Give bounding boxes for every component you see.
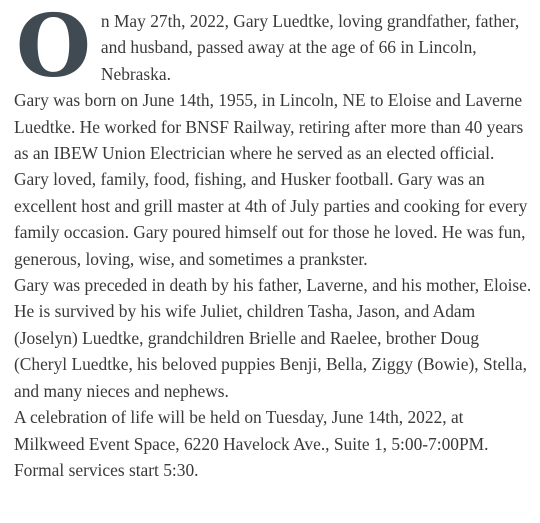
personality-paragraph: Gary loved, family, food, fishing, and Husker football. Gary was an excellent host and grill master at 4th of July parties and cooking for every family occasion. Gary poured himself out for those he loved. He was fun, generous, loving, wise, and sometimes a prankster. [14,169,528,269]
intro-paragraph [14,0,536,97]
biography-paragraph: Gary was born on June 14th, 1955, in Lincoln, NE to Eloise and Laverne Luedtke. He worked for BNSF Railway, retiring after more than 40 years as an IBEW Union Electrician where he served as an elected official. [14,90,524,164]
cutoff-next-line [40,516,100,519]
service-details-paragraph: A celebration of life will be held on Tuesday, June 14th, 2022, at Milkweed Event Space, 6220 Havelock Ave., Suite 1, 5:00-7:00PM. Formal services start 5:30. [14,407,489,480]
obituary-text [14,0,536,483]
drop-cap-letter: O [16,0,91,97]
survivors-paragraph: Gary was preceded in death by his father, Laverne, and his mother, Eloise. He is survived by his wife Juliet, children Tasha, Jason, and Adam (Joselyn) Luedtke, grandchildren Brielle and Raelee, brother Doug (Cheryl Luedtke, his beloved puppies Benji, Bella, Ziggy (Bowie), Stella, and many nieces and nephews. [14,275,532,401]
intro-text: n May 27th, 2022, Gary Luedtke, loving grandfather, father, and husband, passed away at the age of 66 in Lincoln, Nebraska. [100,11,520,84]
